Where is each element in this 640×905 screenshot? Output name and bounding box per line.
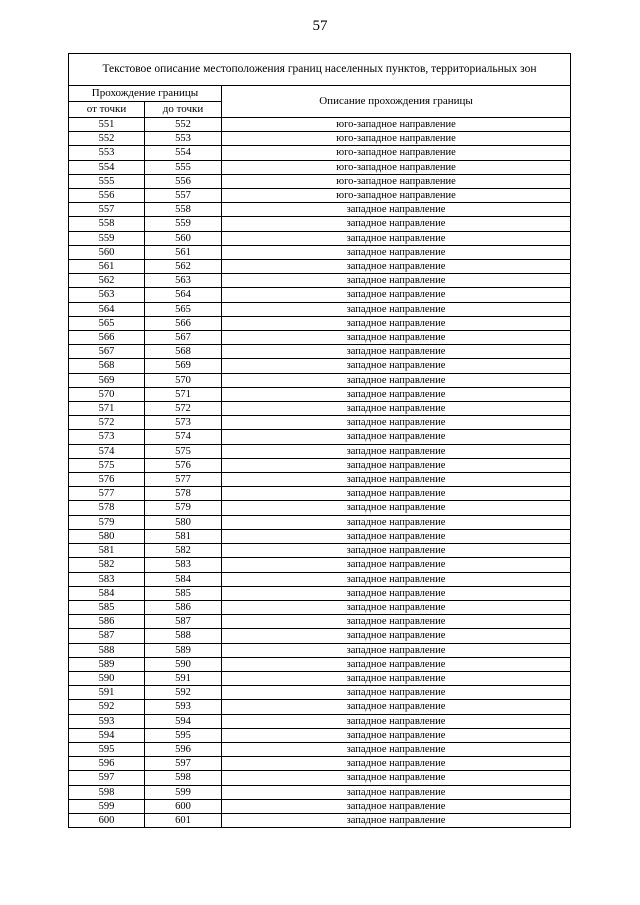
- from-point-cell: 581: [69, 544, 145, 558]
- description-cell: западное направление: [222, 799, 571, 813]
- from-point-cell: 583: [69, 572, 145, 586]
- description-cell: западное направление: [222, 671, 571, 685]
- description-cell: западное направление: [222, 714, 571, 728]
- table-row: [69, 118, 571, 132]
- table-row: [69, 132, 571, 146]
- from-point-cell: 587: [69, 629, 145, 643]
- from-point-cell: 565: [69, 316, 145, 330]
- from-point-cell: 579: [69, 515, 145, 529]
- from-point-cell: 574: [69, 444, 145, 458]
- from-point-cell: 573: [69, 430, 145, 444]
- to-point-cell: 582: [145, 544, 222, 558]
- from-point-cell: 556: [69, 189, 145, 203]
- from-point-cell: 597: [69, 771, 145, 785]
- from-point-cell: 551: [69, 118, 145, 132]
- from-point-cell: 562: [69, 274, 145, 288]
- from-point-cell: 599: [69, 799, 145, 813]
- table-row: [69, 615, 571, 629]
- to-point-cell: 592: [145, 686, 222, 700]
- description-cell: западное направление: [222, 700, 571, 714]
- to-point-cell: 580: [145, 515, 222, 529]
- to-point-cell: 601: [145, 813, 222, 827]
- from-point-cell: 563: [69, 288, 145, 302]
- to-point-cell: 583: [145, 558, 222, 572]
- table-row: [69, 728, 571, 742]
- from-point-cell: 595: [69, 742, 145, 756]
- description-cell: западное направление: [222, 260, 571, 274]
- from-point-cell: 569: [69, 373, 145, 387]
- from-point-cell: 592: [69, 700, 145, 714]
- to-point-cell: 554: [145, 146, 222, 160]
- from-point-cell: 586: [69, 615, 145, 629]
- table-row: [69, 686, 571, 700]
- description-cell: юго-западное направление: [222, 146, 571, 160]
- from-point-cell: 561: [69, 260, 145, 274]
- page-number: 57: [312, 18, 328, 34]
- description-cell: западное направление: [222, 586, 571, 600]
- description-cell: западное направление: [222, 217, 571, 231]
- table-row: [69, 458, 571, 472]
- table-row: [69, 160, 571, 174]
- to-point-cell: 553: [145, 132, 222, 146]
- column-header-description: Описание прохождения границы: [222, 86, 571, 118]
- from-point-cell: 570: [69, 387, 145, 401]
- to-point-cell: 593: [145, 700, 222, 714]
- from-point-cell: 567: [69, 345, 145, 359]
- table-row: [69, 345, 571, 359]
- from-point-cell: 566: [69, 331, 145, 345]
- from-point-cell: 590: [69, 671, 145, 685]
- from-point-cell: 580: [69, 529, 145, 543]
- table-row: [69, 785, 571, 799]
- from-point-cell: 571: [69, 402, 145, 416]
- description-cell: юго-западное направление: [222, 118, 571, 132]
- description-cell: юго-западное направление: [222, 189, 571, 203]
- to-point-cell: 564: [145, 288, 222, 302]
- table-row: [69, 316, 571, 330]
- to-point-cell: 567: [145, 331, 222, 345]
- table-row: [69, 231, 571, 245]
- from-point-cell: 559: [69, 231, 145, 245]
- description-cell: западное направление: [222, 373, 571, 387]
- from-point-cell: 564: [69, 302, 145, 316]
- table-row: [69, 274, 571, 288]
- to-point-cell: 596: [145, 742, 222, 756]
- table-row: [69, 245, 571, 259]
- to-point-cell: 576: [145, 458, 222, 472]
- description-cell: западное направление: [222, 785, 571, 799]
- to-point-cell: 588: [145, 629, 222, 643]
- to-point-cell: 555: [145, 160, 222, 174]
- table-row: [69, 643, 571, 657]
- table-row: [69, 813, 571, 827]
- table-row: [69, 430, 571, 444]
- from-point-cell: 589: [69, 657, 145, 671]
- from-point-cell: 577: [69, 487, 145, 501]
- table-row: [69, 189, 571, 203]
- description-cell: западное направление: [222, 231, 571, 245]
- table-row: [69, 444, 571, 458]
- table-row: [69, 217, 571, 231]
- description-cell: западное направление: [222, 203, 571, 217]
- to-point-cell: 571: [145, 387, 222, 401]
- description-cell: юго-западное направление: [222, 174, 571, 188]
- from-point-cell: 596: [69, 757, 145, 771]
- to-point-cell: 600: [145, 799, 222, 813]
- to-point-cell: 562: [145, 260, 222, 274]
- table-title: Текстовое описание местоположения границ населенных пунктов, территориальных зон: [69, 54, 571, 86]
- group-header-boundary-passage: Прохождение границы: [69, 86, 222, 102]
- table-body: [69, 54, 571, 828]
- description-cell: западное направление: [222, 288, 571, 302]
- table-title-row: [69, 54, 571, 86]
- table-row: [69, 700, 571, 714]
- table-row: [69, 302, 571, 316]
- to-point-cell: 566: [145, 316, 222, 330]
- description-cell: западное направление: [222, 515, 571, 529]
- to-point-cell: 559: [145, 217, 222, 231]
- table-row: [69, 402, 571, 416]
- to-point-cell: 560: [145, 231, 222, 245]
- description-cell: западное направление: [222, 686, 571, 700]
- to-point-cell: 591: [145, 671, 222, 685]
- table-row: [69, 260, 571, 274]
- from-point-cell: 598: [69, 785, 145, 799]
- table-row: [69, 359, 571, 373]
- description-cell: западное направление: [222, 742, 571, 756]
- from-point-cell: 584: [69, 586, 145, 600]
- to-point-cell: 575: [145, 444, 222, 458]
- table-row: [69, 146, 571, 160]
- description-cell: западное направление: [222, 529, 571, 543]
- to-point-cell: 595: [145, 728, 222, 742]
- from-point-cell: 591: [69, 686, 145, 700]
- table-row: [69, 529, 571, 543]
- table-row: [69, 771, 571, 785]
- table-row: [69, 600, 571, 614]
- from-point-cell: 553: [69, 146, 145, 160]
- description-cell: западное направление: [222, 558, 571, 572]
- to-point-cell: 594: [145, 714, 222, 728]
- from-point-cell: 576: [69, 473, 145, 487]
- from-point-cell: 582: [69, 558, 145, 572]
- from-point-cell: 588: [69, 643, 145, 657]
- description-cell: западное направление: [222, 501, 571, 515]
- table-row: [69, 515, 571, 529]
- column-header-to-point: до точки: [145, 102, 222, 118]
- from-point-cell: 558: [69, 217, 145, 231]
- description-cell: западное направление: [222, 416, 571, 430]
- description-cell: западное направление: [222, 359, 571, 373]
- from-point-cell: 552: [69, 132, 145, 146]
- table-row: [69, 714, 571, 728]
- to-point-cell: 569: [145, 359, 222, 373]
- from-point-cell: 557: [69, 203, 145, 217]
- table-row: [69, 586, 571, 600]
- from-point-cell: 568: [69, 359, 145, 373]
- table-row: [69, 416, 571, 430]
- table-row: [69, 331, 571, 345]
- description-cell: западное направление: [222, 331, 571, 345]
- from-point-cell: 575: [69, 458, 145, 472]
- description-cell: западное направление: [222, 657, 571, 671]
- to-point-cell: 586: [145, 600, 222, 614]
- description-cell: западное направление: [222, 444, 571, 458]
- to-point-cell: 597: [145, 757, 222, 771]
- table-row: [69, 558, 571, 572]
- description-cell: западное направление: [222, 643, 571, 657]
- from-point-cell: 555: [69, 174, 145, 188]
- table-row: [69, 387, 571, 401]
- table-row: [69, 544, 571, 558]
- description-cell: западное направление: [222, 544, 571, 558]
- description-cell: западное направление: [222, 387, 571, 401]
- from-point-cell: 578: [69, 501, 145, 515]
- table-row: [69, 288, 571, 302]
- description-cell: западное направление: [222, 345, 571, 359]
- to-point-cell: 598: [145, 771, 222, 785]
- description-cell: западное направление: [222, 473, 571, 487]
- table-row: [69, 473, 571, 487]
- table-row: [69, 799, 571, 813]
- from-point-cell: 585: [69, 600, 145, 614]
- description-cell: западное направление: [222, 813, 571, 827]
- description-cell: западное направление: [222, 615, 571, 629]
- description-cell: западное направление: [222, 600, 571, 614]
- table-row: [69, 487, 571, 501]
- description-cell: западное направление: [222, 274, 571, 288]
- table-row: [69, 629, 571, 643]
- description-cell: западное направление: [222, 316, 571, 330]
- from-point-cell: 572: [69, 416, 145, 430]
- description-cell: западное направление: [222, 245, 571, 259]
- to-point-cell: 577: [145, 473, 222, 487]
- to-point-cell: 561: [145, 245, 222, 259]
- description-cell: западное направление: [222, 402, 571, 416]
- from-point-cell: 594: [69, 728, 145, 742]
- table-header-row: [69, 86, 571, 102]
- to-point-cell: 574: [145, 430, 222, 444]
- description-cell: западное направление: [222, 302, 571, 316]
- table-row: [69, 203, 571, 217]
- to-point-cell: 599: [145, 785, 222, 799]
- to-point-cell: 570: [145, 373, 222, 387]
- to-point-cell: 572: [145, 402, 222, 416]
- to-point-cell: 579: [145, 501, 222, 515]
- to-point-cell: 578: [145, 487, 222, 501]
- to-point-cell: 558: [145, 203, 222, 217]
- table-row: [69, 671, 571, 685]
- description-cell: западное направление: [222, 487, 571, 501]
- to-point-cell: 585: [145, 586, 222, 600]
- to-point-cell: 552: [145, 118, 222, 132]
- to-point-cell: 581: [145, 529, 222, 543]
- description-cell: юго-западное направление: [222, 160, 571, 174]
- from-point-cell: 560: [69, 245, 145, 259]
- table-row: [69, 373, 571, 387]
- table-row: [69, 501, 571, 515]
- column-header-from-point: от точки: [69, 102, 145, 118]
- table-row: [69, 572, 571, 586]
- description-cell: западное направление: [222, 757, 571, 771]
- description-cell: западное направление: [222, 771, 571, 785]
- description-cell: западное направление: [222, 458, 571, 472]
- table-row: [69, 174, 571, 188]
- description-cell: западное направление: [222, 430, 571, 444]
- to-point-cell: 584: [145, 572, 222, 586]
- table-row: [69, 742, 571, 756]
- description-cell: западное направление: [222, 728, 571, 742]
- from-point-cell: 554: [69, 160, 145, 174]
- to-point-cell: 573: [145, 416, 222, 430]
- description-cell: западное направление: [222, 572, 571, 586]
- to-point-cell: 556: [145, 174, 222, 188]
- to-point-cell: 557: [145, 189, 222, 203]
- to-point-cell: 563: [145, 274, 222, 288]
- description-cell: западное направление: [222, 629, 571, 643]
- from-point-cell: 593: [69, 714, 145, 728]
- description-cell: юго-западное направление: [222, 132, 571, 146]
- to-point-cell: 565: [145, 302, 222, 316]
- table-row: [69, 757, 571, 771]
- from-point-cell: 600: [69, 813, 145, 827]
- table-row: [69, 657, 571, 671]
- to-point-cell: 568: [145, 345, 222, 359]
- to-point-cell: 587: [145, 615, 222, 629]
- to-point-cell: 590: [145, 657, 222, 671]
- to-point-cell: 589: [145, 643, 222, 657]
- boundary-description-table: [68, 53, 571, 828]
